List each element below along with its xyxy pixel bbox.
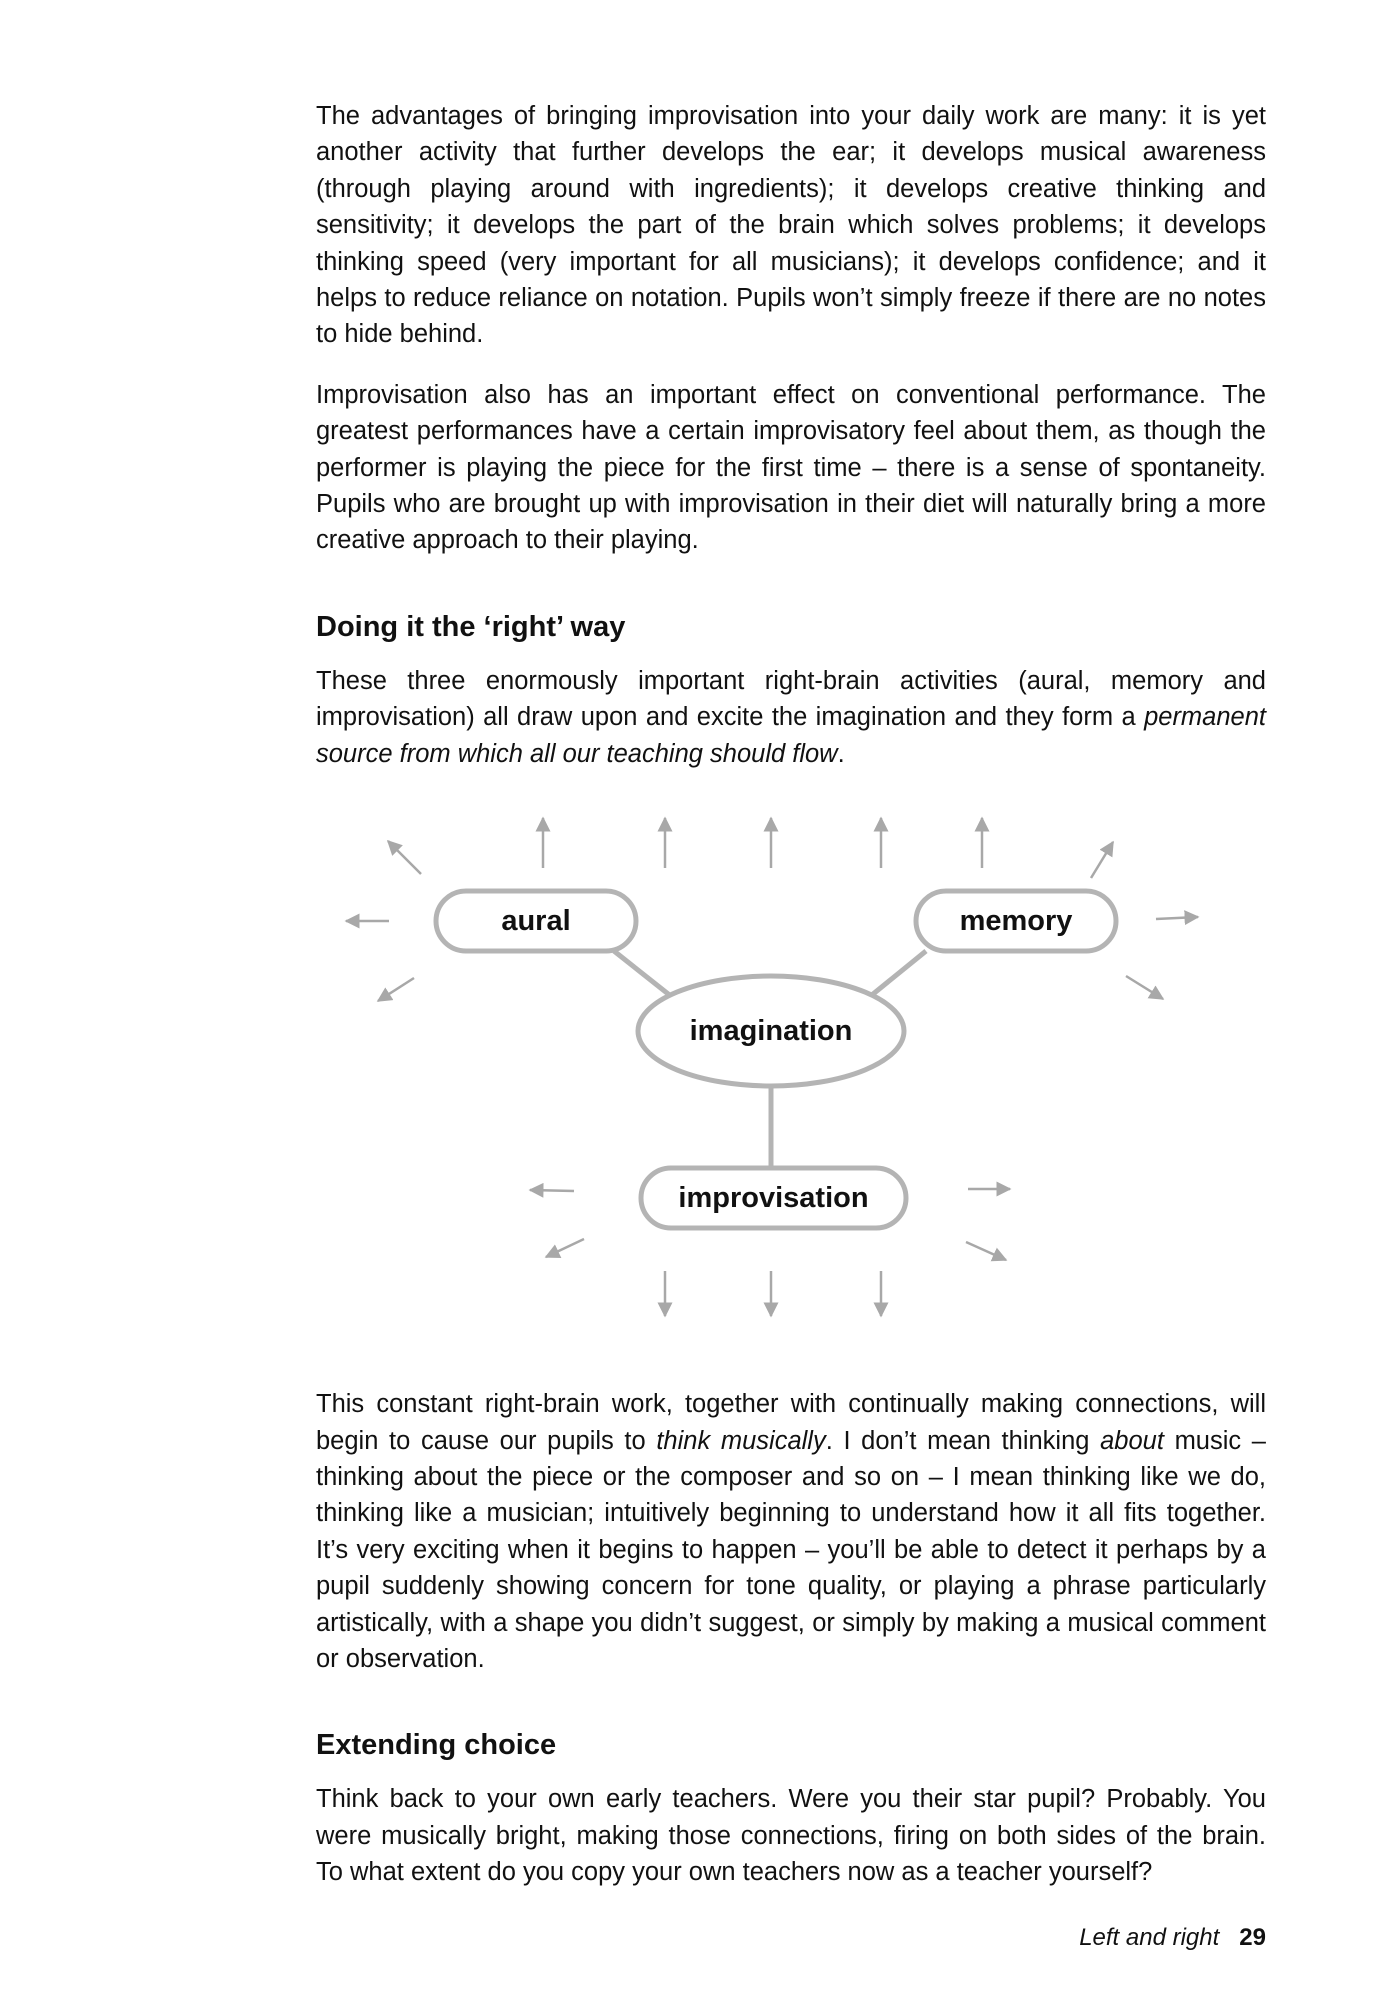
arrow-right-1 (1156, 917, 1198, 919)
arrow-mid-left-2 (546, 1239, 584, 1257)
page-footer (1079, 1924, 1266, 1952)
text-run: . (837, 739, 845, 768)
text-run: music – thinking about the piece or the composer and so on – I mean thinking like we do, thinking like a musician; intuitively beginning to understand how it all fits together. It’s very exciting when it begins to happen – you’ll be able to detect it perhaps by a pupil suddenly showing concern for tone quality, or playing a phrase particularly artistically, with a shape you didn’t suggest, or simply by making a musical comment or observation. (316, 1426, 1266, 1673)
paragraph-three-activities (316, 663, 1266, 772)
paragraph-performance: Improvisation also has an important effect on conventional performance. The greatest performances have a certain improvisatory feel about them, as though the performer is playing the piece for the first time – there is a sense of spontaneity. Pupils who are brought up with improvisation in their diet will naturally bring a more creative approach to their playing. (316, 380, 1266, 555)
paragraph-think-musically (316, 1386, 1266, 1677)
text-run: These three enormously important right-brain activities (aural, memory and improvisation) all draw upon and excite the imagination and they form a (316, 666, 1266, 732)
imagination-diagram (316, 796, 1266, 1376)
arrow-top-1 (388, 841, 421, 874)
paragraph-advantages: The advantages of bringing improvisation into your daily work are many: it is yet another activity that further develops the ear; it develops musical awareness (through playing around with ingredients); it develops creative thinking and sensitivity; it develops the part of the brain which solves problems; it develops thinking speed (very important for all musicians); it develops confidence; and it helps to reduce reliance on notation. Pupils won’t simply freeze if there are no notes to hide behind. (316, 102, 1266, 349)
emphasis-text: about (1100, 1426, 1164, 1455)
emphasis-text: think musically (656, 1426, 826, 1455)
arrow-right-2 (1126, 976, 1163, 999)
node-imagination-label: imagination (689, 1015, 853, 1048)
heading-doing-it-right: Doing it the ‘right’ way (316, 610, 626, 643)
running-footer-section: Left and right (1079, 1924, 1220, 1951)
emphasis-text: permanent source from which all our teaching should flow (316, 703, 1266, 768)
text-run: . I don’t mean thinking (825, 1426, 1101, 1455)
text-run: This constant right-brain work, together with continually making connections, will begin to cause our pupils to (316, 1390, 1266, 1455)
arrow-mid-right-2 (966, 1242, 1006, 1260)
node-memory-label: memory (959, 905, 1073, 938)
heading-extending-choice: Extending choice (316, 1729, 557, 1762)
paragraph-early-teachers: Think back to your own early teachers. Were you their star pupil? Probably. You were musically bright, making those connections, firing on both sides of the brain. To what extent do you copy your own teachers now as a teacher yourself? (316, 1785, 1266, 1887)
node-improvisation-label: improvisation (678, 1182, 869, 1215)
page-number: 29 (1239, 1924, 1266, 1951)
arrow-left-2 (378, 978, 414, 1001)
arrow-top-7 (1091, 842, 1113, 878)
diagram-graphic (316, 796, 1266, 1376)
node-aural-label: aural (501, 905, 571, 938)
arrow-mid-left-1 (530, 1190, 574, 1191)
page-content (316, 98, 1266, 1915)
